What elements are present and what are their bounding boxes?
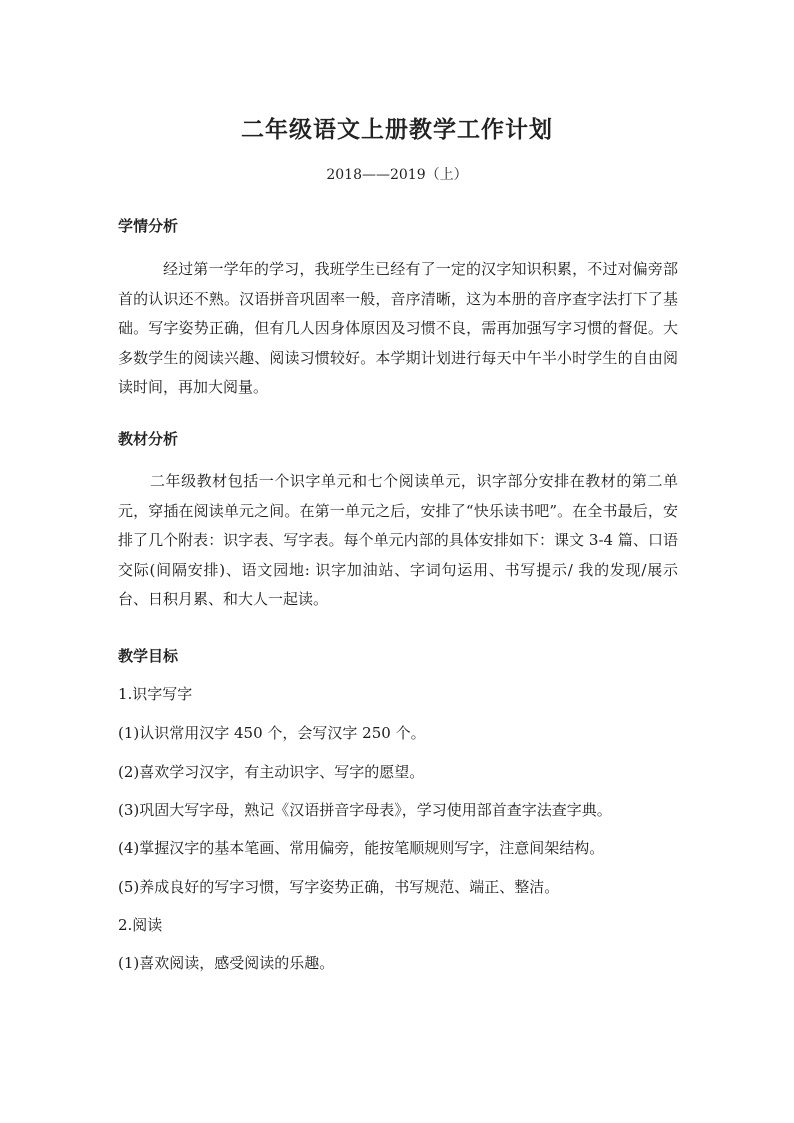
goal-1-item: (4)掌握汉字的基本笔画、常用偏旁，能按笔顺规则写字，注意间架结构。: [118, 839, 605, 857]
goal-2-item: (1)喜欢阅读，感受阅读的乐趣。: [118, 954, 335, 972]
goal-2-heading: 2.阅读: [118, 916, 163, 934]
textbook-paragraph: 二年级教材包括一个识字单元和七个阅读单元，识字部分安排在教材的第二单元，穿插在阅读单元之间。在第一单元之后，安排了“快乐读书吧”。在全书最后，安排了几个附表：识字表、写字表。每个单元内部的具体安排如下：课文 3-4 篇、口语交际(间隔安排)、语文园地: 识字加油站、字词句运用、书写提示/ 我的发现/展示台、日积月累、和大人一起读。: [118, 472, 678, 608]
analysis-paragraph: 经过第一学年的学习，我班学生已经有了一定的汉字知识积累，不过对偏旁部首的认识还不熟。汉语拼音巩固率一般，音序清晰，这为本册的音序查字法打下了基础。写字姿势正确，但有几人因身体原因及习惯不良，需再加强写字习惯的督促。大多数学生的阅读兴趣、阅读习惯较好。本学期计划进行每天中午半小时学生的自由阅读时间，再加大阅量。: [118, 260, 678, 396]
goal-1-item: (5)养成良好的写字习惯，写字姿势正确，书写规范、端正、整洁。: [118, 878, 560, 896]
goal-1-item: (1)认识常用汉字 450 个，会写汉字 250 个。: [118, 724, 426, 742]
goal-1-item: (2)喜欢学习汉字，有主动识字、写字的愿望。: [118, 763, 425, 781]
section-heading-analysis: 学情分析: [118, 217, 179, 235]
document-title: 二年级语文上册教学工作计划: [241, 117, 553, 143]
goal-1-heading: 1.识字写字: [118, 685, 193, 703]
document-subtitle: 2018——2019（上）: [326, 167, 468, 183]
section-heading-goals: 教学目标: [118, 647, 179, 665]
goal-1-item: (3)巩固大写字母，熟记《汉语拼音字母表》，学习使用部首查字法查字典。: [118, 801, 612, 819]
section-heading-textbook: 教材分析: [118, 430, 179, 448]
